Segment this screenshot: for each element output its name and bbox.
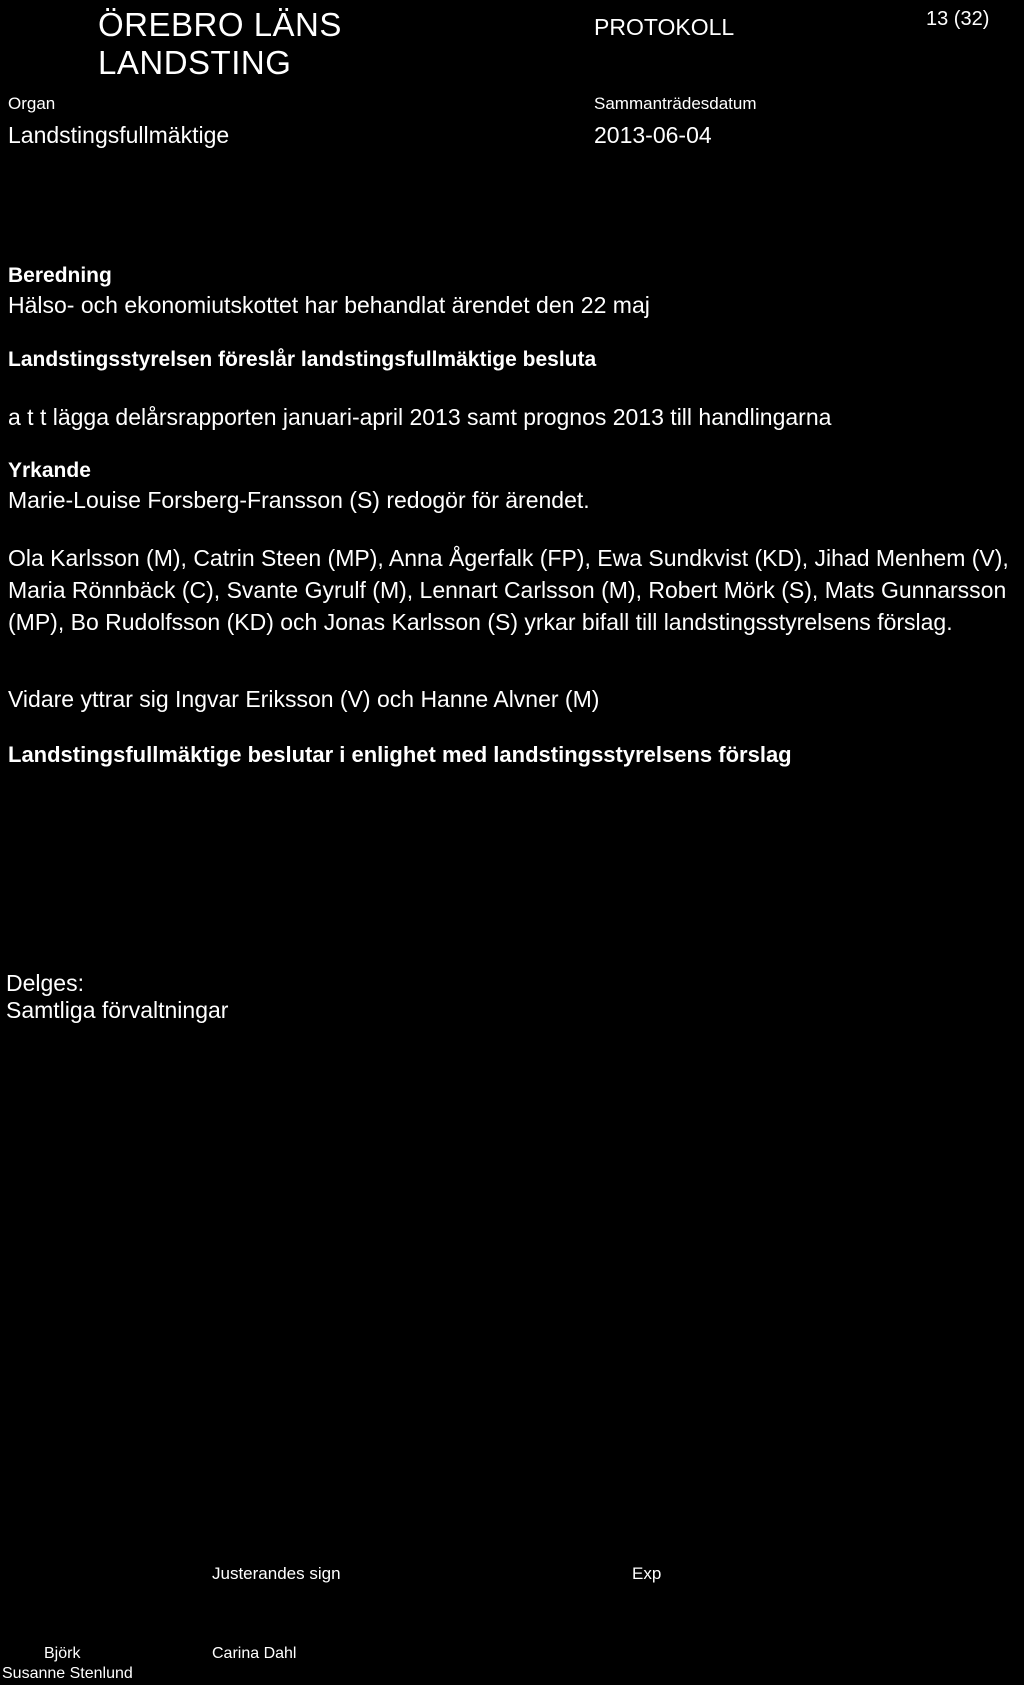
meeting-date-label: Sammanträdesdatum xyxy=(594,94,757,113)
justerandes-sign-label: Justerandes sign xyxy=(212,1564,341,1583)
signature-name-2: Susanne Stenlund xyxy=(2,1665,133,1682)
organ-label: Organ xyxy=(8,94,56,113)
organ-value: Landstingsfullmäktige xyxy=(8,122,230,148)
further-statements: Vidare yttrar sig Ingvar Eriksson (V) och Hanne Alvner (M) xyxy=(8,686,600,712)
beredning-heading: Beredning xyxy=(8,264,112,287)
yrkande-paragraph: Ola Karlsson (M), Catrin Steen (MP), Anna Ågerfalk (FP), Ewa Sundkvist (KD), Jihad Menhem (V), Maria Rönnbäck (C), Svante Gyrulf (M), Lennart Carlsson (M), Robert Mörk (S), Mats Gunnarsson (MP), Bo Rudolfsson (KD) och Jonas Karlsson (S) yrkar bifall till landstingsstyrelsens förslag. xyxy=(8,545,1009,635)
yrkande-text: Marie-Louise Forsberg-Fransson (S) redogör för ärendet. xyxy=(8,487,590,513)
organization-name-line-1: ÖREBRO LÄNS xyxy=(98,6,342,43)
decision-statement: Landstingsfullmäktige beslutar i enlighet med landstingsstyrelsens förslag xyxy=(8,742,792,767)
page-number: 13 (32) xyxy=(926,8,990,30)
yrkande-heading: Yrkande xyxy=(8,459,91,482)
proposal-heading: Landstingsstyrelsen föreslår landstingsfullmäktige besluta xyxy=(8,348,597,371)
meeting-date-value: 2013-06-04 xyxy=(594,122,712,148)
signature-name-3: Carina Dahl xyxy=(212,1645,297,1662)
exp-label: Exp xyxy=(632,1564,662,1583)
proposal-text: a t t lägga delårsrapporten januari-april 2013 samt prognos 2013 till handlingarna xyxy=(8,404,832,430)
organization-name-line-2: LANDSTING xyxy=(98,44,292,81)
delges-value: Samtliga förvaltningar xyxy=(6,997,229,1023)
beredning-text: Hälso- och ekonomiutskottet har behandlat ärendet den 22 maj xyxy=(8,292,650,318)
delges-label: Delges: xyxy=(6,970,84,996)
signature-name-1: Björk xyxy=(44,1645,81,1662)
document-type: PROTOKOLL xyxy=(594,14,735,40)
